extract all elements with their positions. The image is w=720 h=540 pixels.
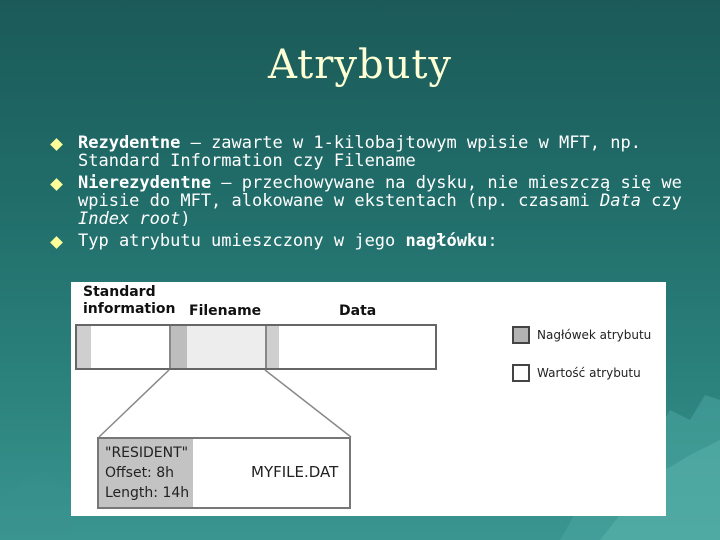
bullet-item-type	[52, 232, 702, 250]
bullet-italic-term: Data	[599, 191, 641, 211]
diamond-bullet-icon	[50, 178, 63, 191]
slide-title: Atrybuty	[267, 42, 452, 88]
label-data: Data	[339, 303, 377, 319]
bullet-text: :	[487, 231, 498, 251]
resident-header-meta	[105, 443, 189, 503]
diamond-bullet-icon	[50, 138, 63, 151]
resident-type-text: "RESIDENT"	[105, 445, 189, 461]
bullet-text: Typ atrybutu umieszczony w jego	[78, 231, 406, 251]
label-standard-line2: information	[83, 301, 176, 317]
label-standard-line1: Standard	[83, 284, 156, 300]
bullet-text: czy	[640, 191, 682, 211]
bullet-italic-term: Index root	[78, 209, 181, 229]
diamond-bullet-icon	[50, 236, 63, 249]
resident-length-text: Length: 14h	[105, 485, 190, 501]
bullet-item-resident	[52, 134, 702, 170]
resident-value-text: MYFILE.DAT	[251, 463, 339, 481]
label-filename: Filename	[189, 303, 262, 319]
resident-attribute-detail	[97, 437, 351, 509]
legend-value-swatch	[512, 364, 530, 382]
bullet-list	[52, 134, 702, 254]
bullet-bold-term: Rezydentne	[78, 133, 181, 153]
legend-value-label: Wartość atrybutu	[537, 366, 641, 380]
bullet-bold-term: nagłówku	[405, 231, 488, 251]
bullet-item-nonresident	[52, 174, 702, 228]
legend-header-label: Nagłówek atrybutu	[537, 328, 652, 342]
resident-offset-text: Offset: 8h	[105, 465, 175, 481]
bullet-text: – przechowywane na dysku, nie mieszczą się we wpisie do MFT, alokowane w ekstentach (np. czasami	[78, 173, 682, 211]
bullet-text: )	[180, 209, 191, 229]
bullet-text: – zawarte w 1-kilobajtowym wpisie w MFT, np. Standard Information czy Filename	[78, 133, 641, 171]
mft-record-diagram	[71, 282, 666, 516]
bullet-bold-term: Nierezydentne	[78, 173, 212, 193]
legend-header-swatch	[512, 326, 530, 344]
